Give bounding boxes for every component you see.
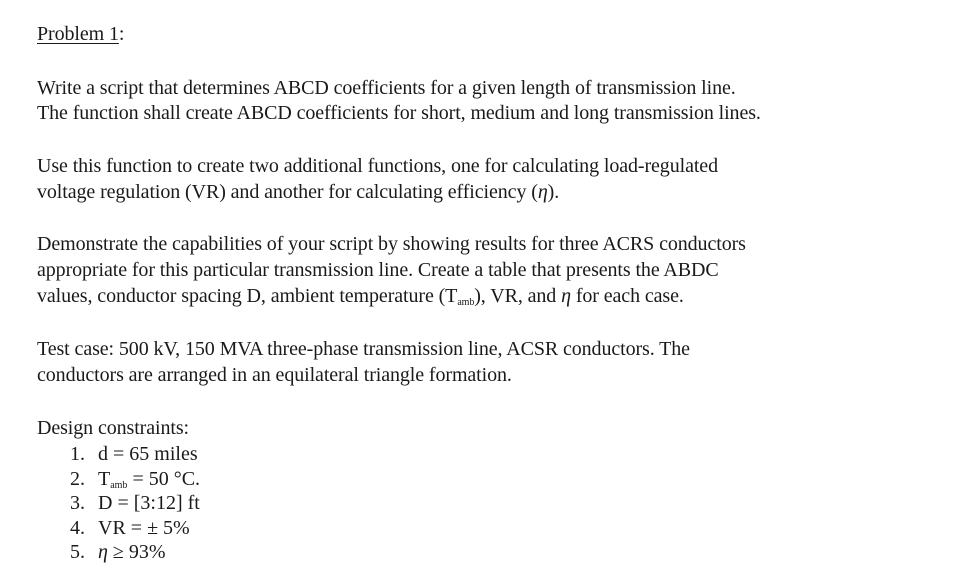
constraint-number: 2. [70,467,85,490]
constraint-text: D = [3:12] ft [98,492,200,514]
constraint-number: 5. [70,541,85,563]
amb-subscript: amb [110,479,128,491]
problem-heading [37,22,124,46]
paragraph4-line1: Test case: 500 kV, 150 MVA three-phase transmission line, ACSR conductors. The [37,338,690,360]
paragraph1-line1: Write a script that determines ABCD coefficients for a given length of transmission line. [37,77,736,99]
constraint-text-a: T [98,467,111,490]
paragraph2-line2-text-a: voltage regulation (VR) and another for calculating efficiency ( [37,181,538,203]
paragraph3-line3-text-b: ), VR, and [474,285,562,307]
constraint-text: VR = ± 5% [98,516,190,539]
paragraph3-line2: appropriate for this particular transmission line. Create a table that presents the ABDC [37,259,719,281]
eta-symbol: η [98,541,108,563]
constraint-number: 4. [70,516,85,539]
paragraph3-line3-text-a: values, conductor spacing D, ambient temperature (T [37,285,458,307]
paragraph4-line2: conductors are arranged in an equilateral triangle formation. [37,364,512,386]
paragraph3-line3-text-c: for each case. [570,285,684,307]
constraint-item [70,467,200,492]
problem-title: Problem 1 [37,23,119,45]
constraint-text: d = 65 miles [98,443,198,465]
constraint-number: 1. [70,443,85,465]
constraint-text-b: = 50 °C. [127,467,201,490]
constraint-text-b: ≥ 93% [107,541,166,563]
paragraph3-line1: Demonstrate the capabilities of your script by showing results for three ACRS conductors [37,233,746,255]
constraints-heading: Design constraints: [37,417,189,439]
paragraph1-line2: The function shall create ABCD coefficients for short, medium and long transmission lines. [37,102,761,124]
constraint-item [70,442,200,467]
constraint-item [70,540,200,565]
paragraph2-line2-text-b: ). [547,181,560,203]
eta-symbol: η [561,285,571,307]
constraint-item [70,516,200,541]
constraints-list [70,442,200,565]
paragraph2-line1: Use this function to create two additional functions, one for calculating load-regulated [37,155,718,177]
amb-subscript: amb [457,297,475,308]
paragraph2-line2 [37,180,559,204]
eta-symbol: η [537,181,548,203]
paragraph3-line3 [37,284,684,308]
constraint-item [70,491,200,516]
problem-title-colon: : [118,23,125,45]
constraint-number: 3. [70,492,85,514]
